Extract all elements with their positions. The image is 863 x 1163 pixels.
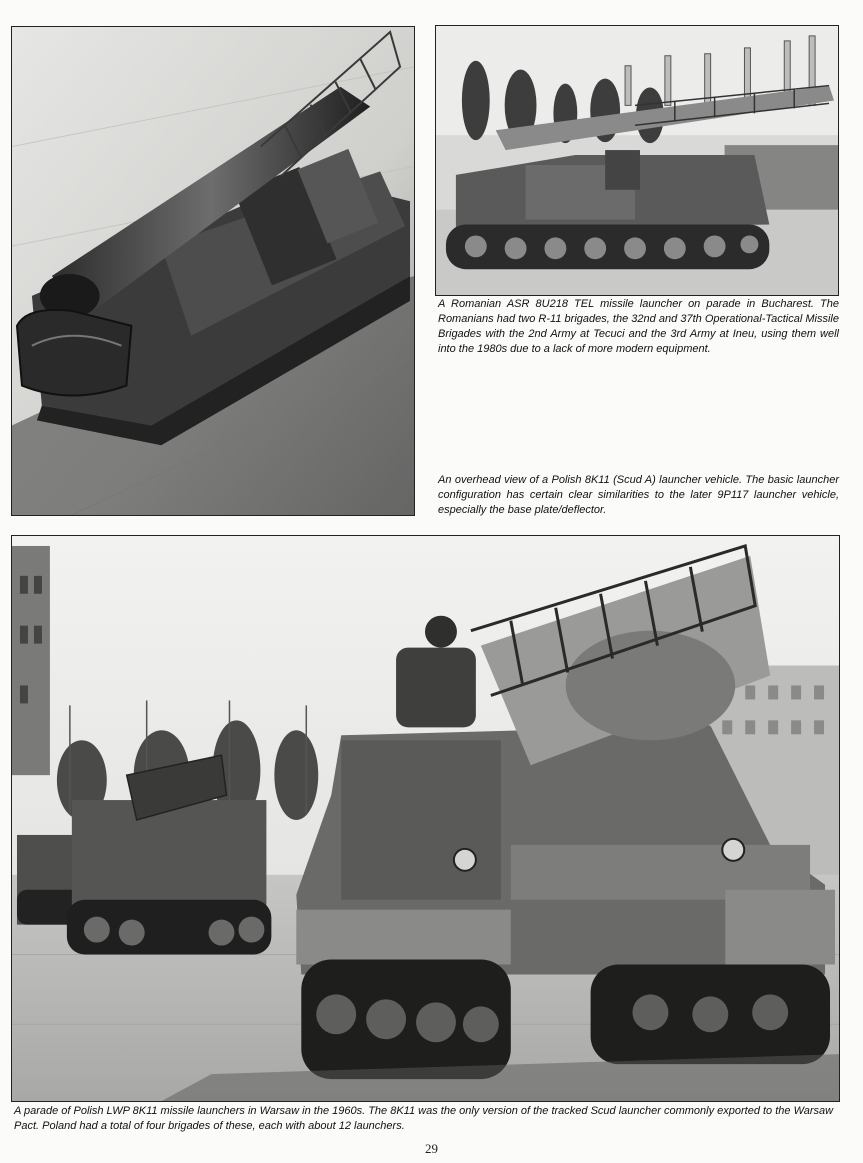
romanian-tel-image — [436, 26, 838, 295]
caption-romanian-tel: A Romanian ASR 8U218 TEL missile launcher on parade in Bucharest. The Romanians had two R-11 brigades, the 32nd and 37th Operational-Tactical Missile Brigades with the 2nd Army at Tecuci and the 3rd Army at Ineu, using them well into the 1980s due to a lack of more modern equipment. — [438, 298, 839, 355]
caption-overhead-launcher: An overhead view of a Polish 8K11 (Scud A) launcher vehicle. The basic launcher configuration has certain clear similarities to the later 9P117 launcher vehicle, especially the base plate/deflector. — [438, 474, 839, 516]
caption-warsaw-parade: A parade of Polish LWP 8K11 missile launchers in Warsaw in the 1960s. The 8K11 was the only version of the tracked Scud launcher commonly exported to the Warsaw Pact. Poland had a total of four brigades of these, each with about 12 launchers. — [14, 1105, 834, 1132]
warsaw-parade-image — [12, 536, 839, 1101]
overhead-launcher-image — [12, 27, 414, 515]
photo-warsaw-parade — [11, 535, 840, 1102]
photo-overhead-launcher — [11, 26, 415, 516]
page-number: 29 — [425, 1141, 438, 1156]
photo-romanian-tel — [435, 25, 839, 296]
